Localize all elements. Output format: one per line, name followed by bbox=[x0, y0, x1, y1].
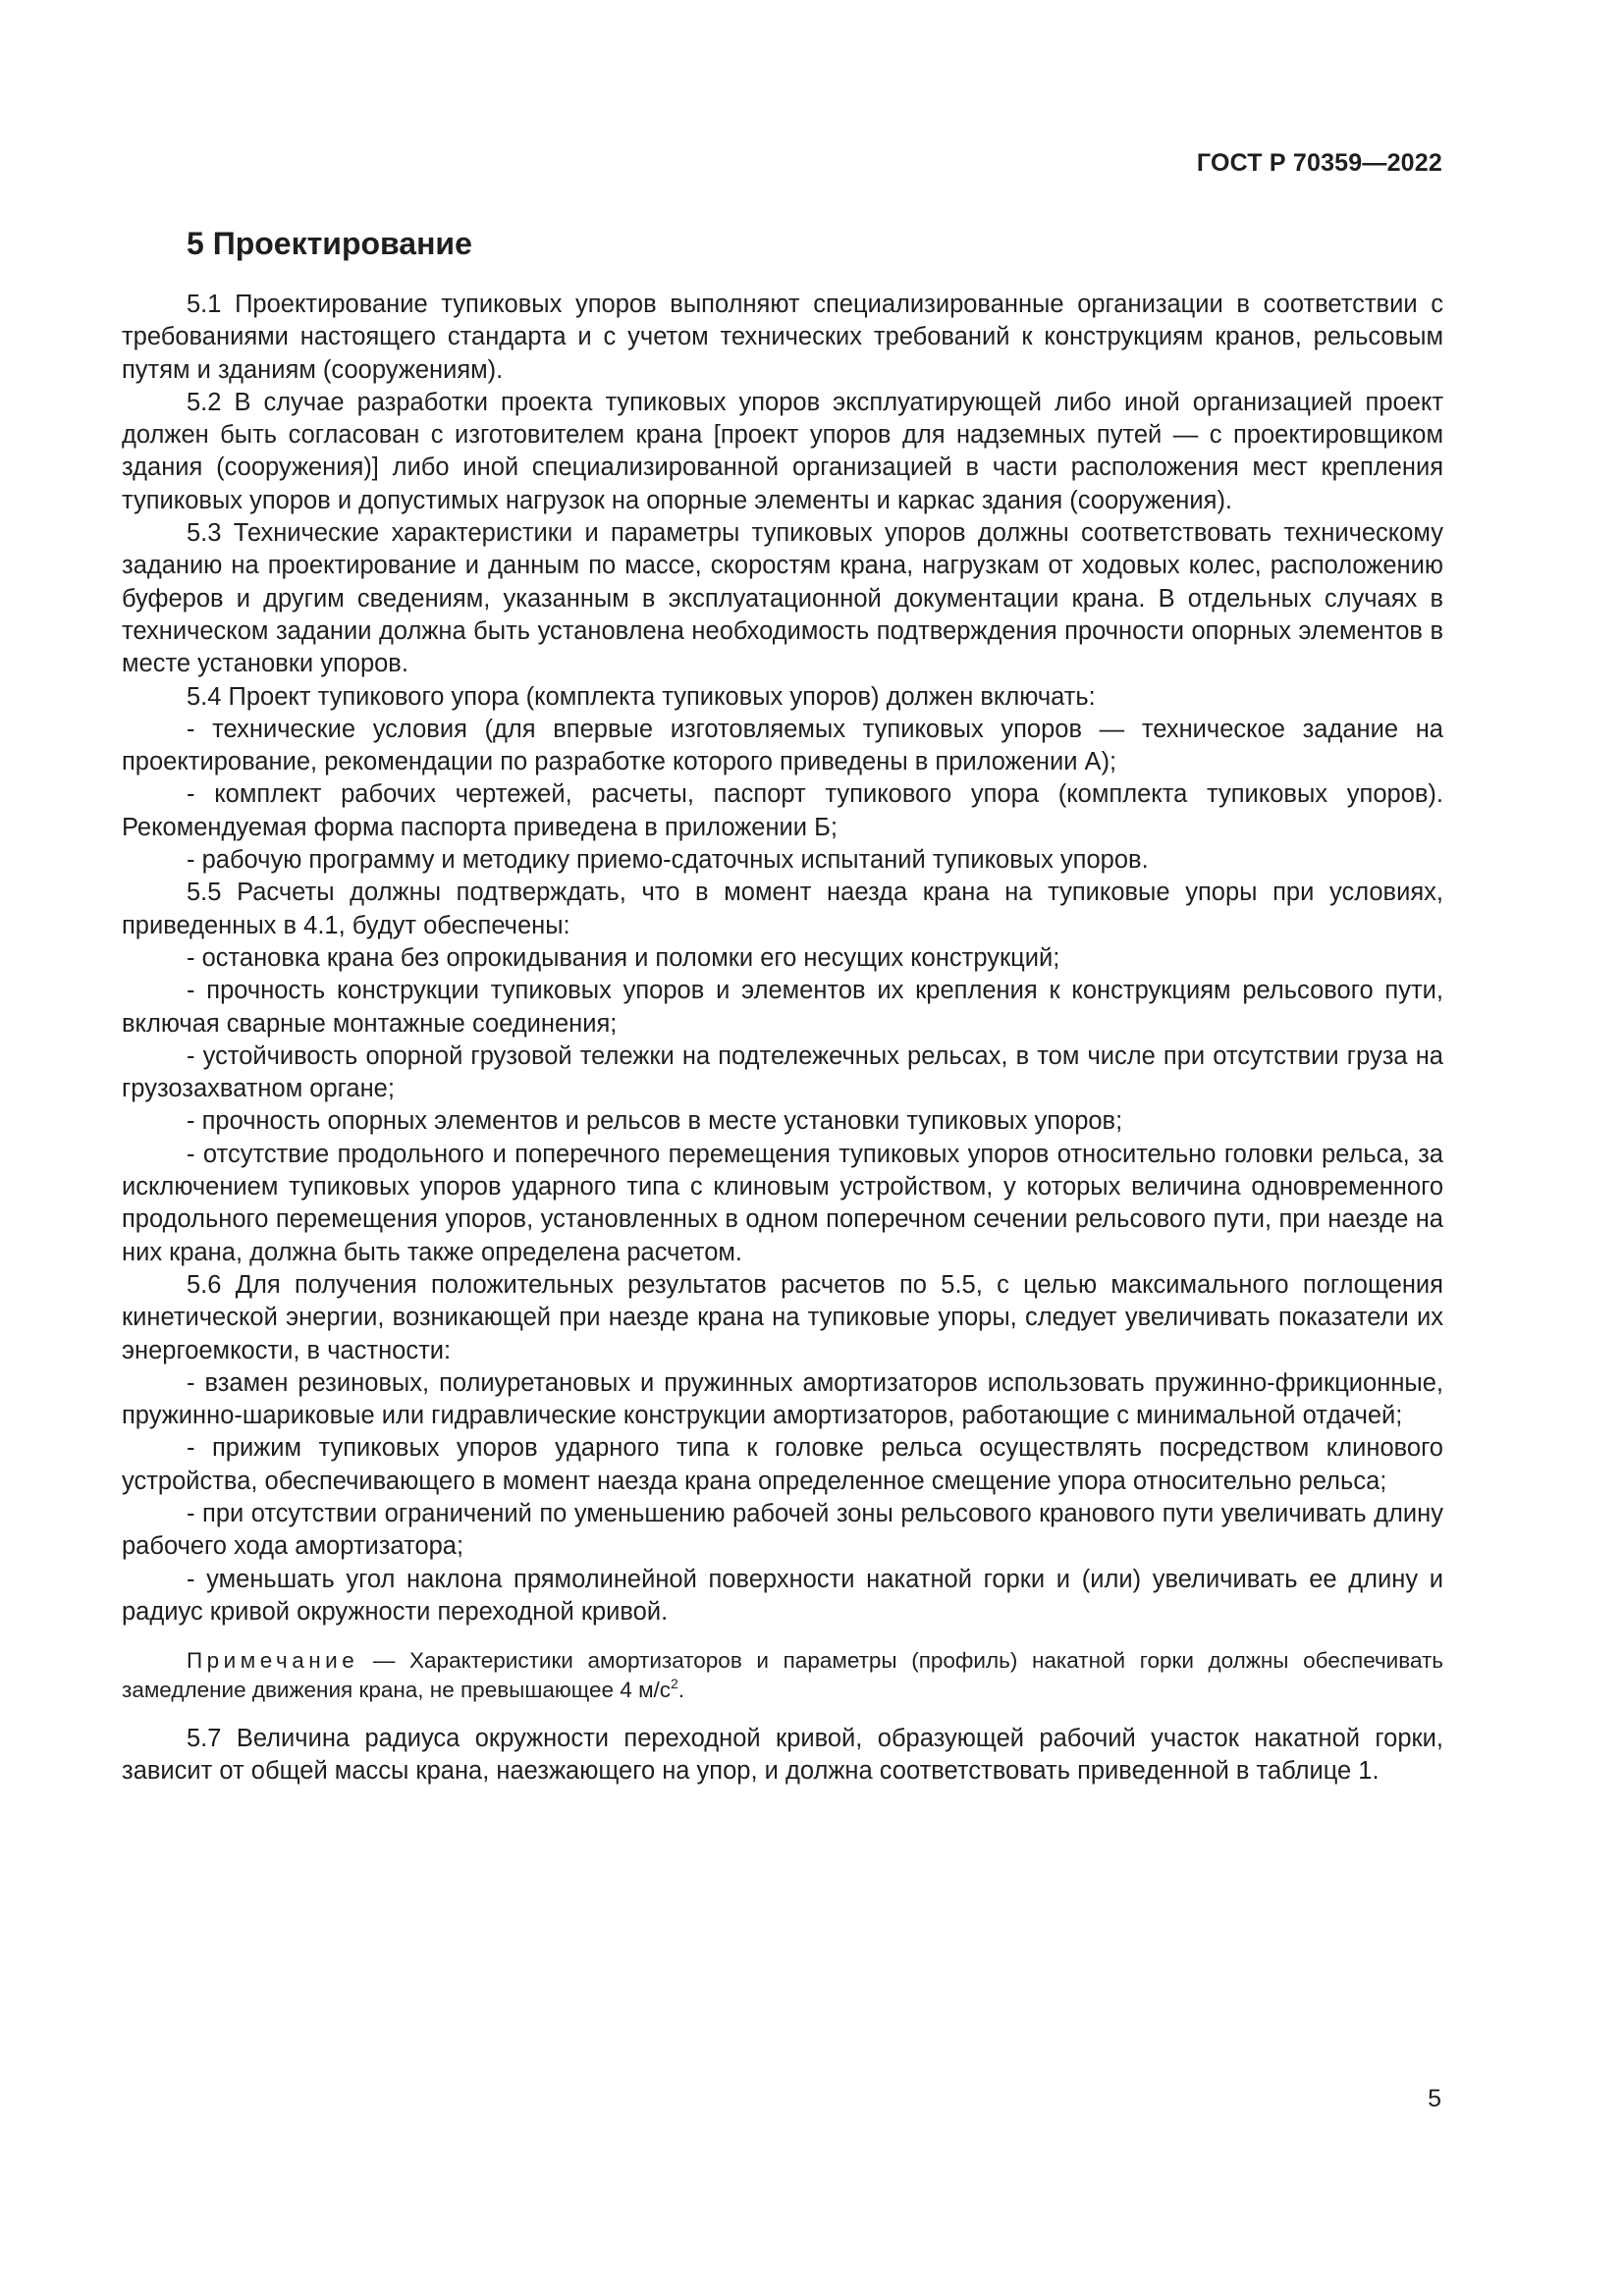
paragraph-5-1: 5.1 Проектирование тупиковых упоров выполняют специализированные организации в соответствии с требованиями настоящего стандарта и с учетом технических требований к конструкциям кранов, рельсовым путям и зданиям (сооружениям). bbox=[122, 291, 1443, 384]
paragraph-5-3: 5.3 Технические характеристики и параметры тупиковых упоров должны соответствовать техническому заданию на проектирование и данным по массе, скоростям крана, нагрузкам от ходовых колес, расположению буферов и другим сведениям, указанным в эксплуатационной документации крана. В отдельных случаях в техническом задании должна быть установлена необходимость подтверждения прочности опорных элементов в месте установки упоров. bbox=[122, 519, 1443, 678]
paragraph-5-5: 5.5 Расчеты должны подтверждать, что в момент наезда крана на тупиковые упоры при условиях, приведенных в 4.1, будут обеспечены: bbox=[122, 879, 1443, 939]
list-item: - комплект рабочих чертежей, расчеты, паспорт тупикового упора (комплекта тупиковых упоров). Рекомендуемая форма паспорта приведена в приложении Б; bbox=[122, 780, 1443, 841]
list-item: - прочность конструкции тупиковых упоров и элементов их крепления к конструкциям рельсового пути, включая сварные монтажные соединения; bbox=[122, 977, 1443, 1038]
list-item: - отсутствие продольного и поперечного перемещения тупиковых упоров относительно головки рельса, за исключением тупиковых упоров ударного типа с клиновым устройством, у которых величина одновременного продольного перемещения упоров, установленных в одном поперечном сечении рельсового пути, при наезде на них крана, должна быть также определена расчетом. bbox=[122, 1140, 1443, 1266]
list-item: - взамен резиновых, полиуретановых и пружинных амортизаторов использовать пружинно-фрикционные, пружинно-шариковые или гидравлические конструкции амортизаторов, работающие с минимальной отдачей; bbox=[122, 1368, 1443, 1430]
list-item: - остановка крана без опрокидывания и поломки его несущих конструкций; bbox=[187, 943, 1060, 972]
list-item: - технические условия (для впервые изготовляемых тупиковых упоров — техническое задание на проектирование, рекомендации по разработке которого приведены в приложении А); bbox=[122, 715, 1443, 776]
note-tail: . bbox=[677, 1678, 685, 1703]
list-item: - прочность опорных элементов и рельсов в месте установки тупиковых упоров; bbox=[187, 1107, 1123, 1136]
note-label: Примечание bbox=[187, 1648, 359, 1674]
section-body bbox=[122, 289, 1443, 1789]
paragraph-5-2: 5.2 В случае разработки проекта тупиковых упоров эксплуатирующей либо иной организацией проект должен быть согласован с изготовителем крана [проект упоров для надземных путей — с проектировщиком здания (сооружения)] либо иной специализированной организацией в части расположения мест крепления тупиковых упоров и допустимых нагрузок на опорные элементы и каркас здания (сооружения). bbox=[122, 388, 1443, 514]
standard-code: ГОСТ Р 70359—2022 bbox=[1196, 149, 1442, 177]
note-superscript: 2 bbox=[671, 1676, 678, 1692]
list-item: - при отсутствии ограничений по уменьшению рабочей зоны рельсового кранового пути увеличивать длину рабочего хода амортизатора; bbox=[122, 1499, 1443, 1561]
list-item: - уменьшать угол наклона прямолинейной поверхности накатной горки и (или) увеличивать ее длину и радиус кривой окружности переходной кривой. bbox=[122, 1565, 1443, 1626]
paragraph-5-7: 5.7 Величина радиуса окружности переходной кривой, образующей рабочий участок накатной горки, зависит от общей массы крана, наезжающего на упор, и должна соответствовать приведенной в таблице 1. bbox=[122, 1725, 1443, 1786]
paragraph-5-6: 5.6 Для получения положительных результатов расчетов по 5.5, с целью максимального поглощения кинетической энергии, возникающей при наезде крана на тупиковые упоры, следует увеличивать показатели их энергоемкости, в частности: bbox=[122, 1270, 1443, 1364]
note-text: Характеристики амортизаторов и параметры (профиль) накатной горки должны обеспечивать замедление движения крана, не превышающее 4 м/с bbox=[122, 1648, 1443, 1703]
paragraph-5-4: 5.4 Проект тупикового упора (комплекта тупиковых упоров) должен включать: bbox=[187, 682, 1096, 711]
page-number: 5 bbox=[1428, 2085, 1441, 2112]
note-separator: — bbox=[358, 1648, 410, 1674]
list-item: - рабочую программу и методику приемо-сдаточных испытаний тупиковых упоров. bbox=[187, 846, 1149, 875]
list-item: - прижим тупиковых упоров ударного типа к головке рельса осуществлять посредством клинового устройства, обеспечивающего в момент наезда крана определенное смещение упора относительно рельса; bbox=[122, 1434, 1443, 1495]
note bbox=[122, 1646, 1443, 1705]
section-title: 5 Проектирование bbox=[187, 226, 472, 261]
list-item: - устойчивость опорной грузовой тележки на подтележечных рельсах, в том числе при отсутствии груза на грузозахватном органе; bbox=[122, 1041, 1443, 1103]
